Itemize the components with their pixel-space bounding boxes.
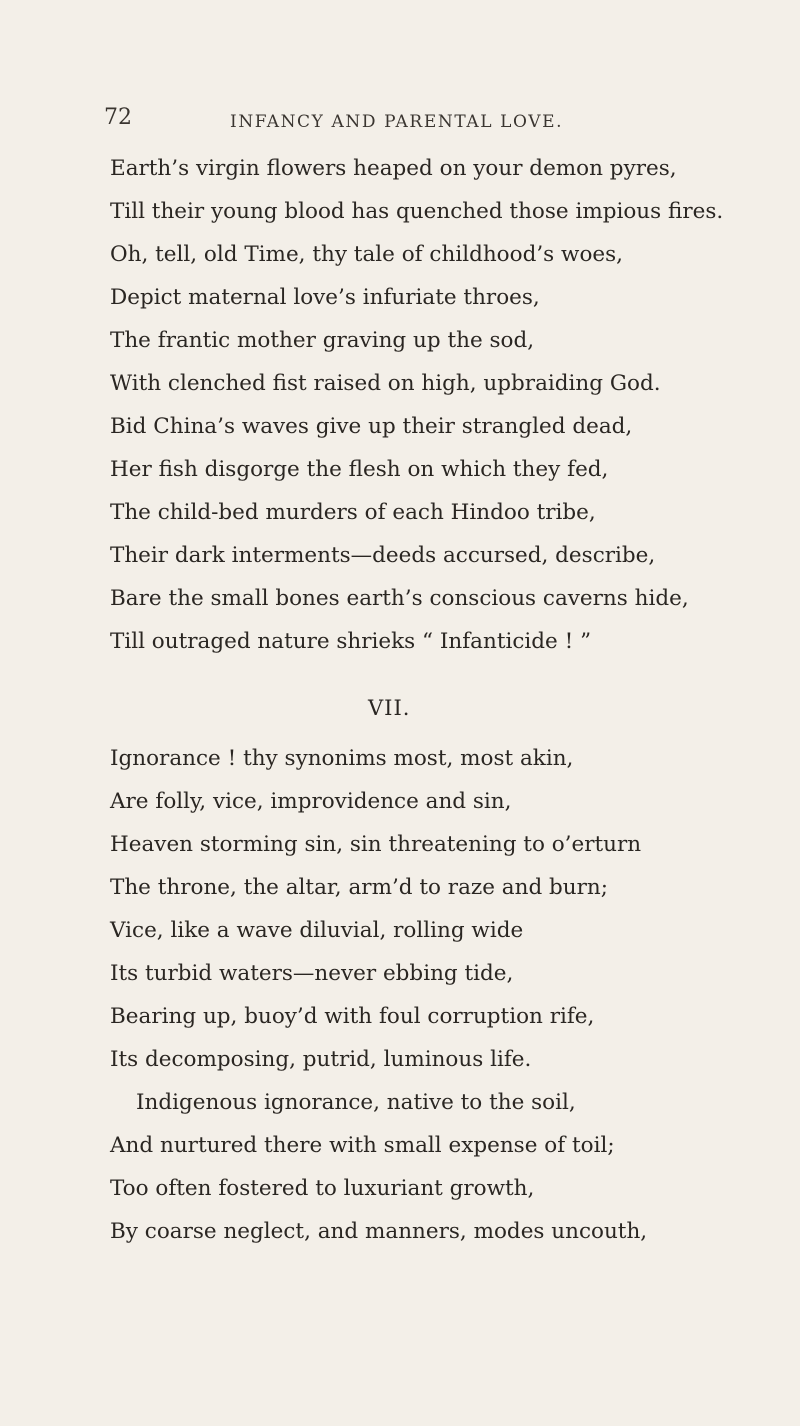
- page-number: 72: [104, 105, 132, 130]
- verse-line: Vice, like a wave diluvial, rolling wide: [110, 918, 524, 943]
- verse-line: Too often fostered to luxuriant growth,: [110, 1176, 535, 1201]
- verse-line: Till their young blood has quenched those impious fires.: [110, 199, 724, 224]
- verse-line: Its decomposing, putrid, luminous life.: [110, 1047, 532, 1072]
- verse-line: Bearing up, buoy’d with foul corruption rife,: [110, 1004, 595, 1029]
- verse-line: The throne, the altar, arm’d to raze and burn;: [110, 875, 609, 900]
- verse-line-indented: Indigenous ignorance, native to the soil,: [136, 1090, 576, 1115]
- verse-line: And nurtured there with small expense of toil;: [110, 1133, 615, 1158]
- verse-line: By coarse neglect, and manners, modes uncouth,: [110, 1219, 648, 1244]
- verse-line: With clenched fist raised on high, upbraiding God.: [110, 371, 661, 396]
- verse-line: The child-bed murders of each Hindoo tribe,: [110, 500, 596, 525]
- verse-line: Its turbid waters—never ebbing tide,: [110, 961, 514, 986]
- verse-line: Are folly, vice, improvidence and sin,: [110, 789, 512, 814]
- verse-line: Her fish disgorge the flesh on which they fed,: [110, 457, 609, 482]
- verse-line: Till outraged nature shrieks “ Infanticide ! ”: [110, 629, 592, 654]
- verse-line: The frantic mother graving up the sod,: [110, 328, 535, 353]
- verse-line: Oh, tell, old Time, thy tale of childhood’s woes,: [110, 242, 623, 267]
- verse-line: Their dark interments—deeds accursed, describe,: [110, 543, 656, 568]
- verse-line: Depict maternal love’s infuriate throes,: [110, 285, 540, 310]
- running-head: INFANCY AND PARENTAL LOVE.: [230, 112, 564, 132]
- verse-line: Earth’s virgin flowers heaped on your demon pyres,: [110, 156, 677, 181]
- section-number: VII.: [368, 696, 411, 720]
- verse-line: Ignorance ! thy synonims most, most akin,: [110, 746, 574, 771]
- verse-line: Bare the small bones earth’s conscious caverns hide,: [110, 586, 689, 611]
- verse-line: Heaven storming sin, sin threatening to o’erturn: [110, 832, 642, 857]
- verse-line: Bid China’s waves give up their strangled dead,: [110, 414, 633, 439]
